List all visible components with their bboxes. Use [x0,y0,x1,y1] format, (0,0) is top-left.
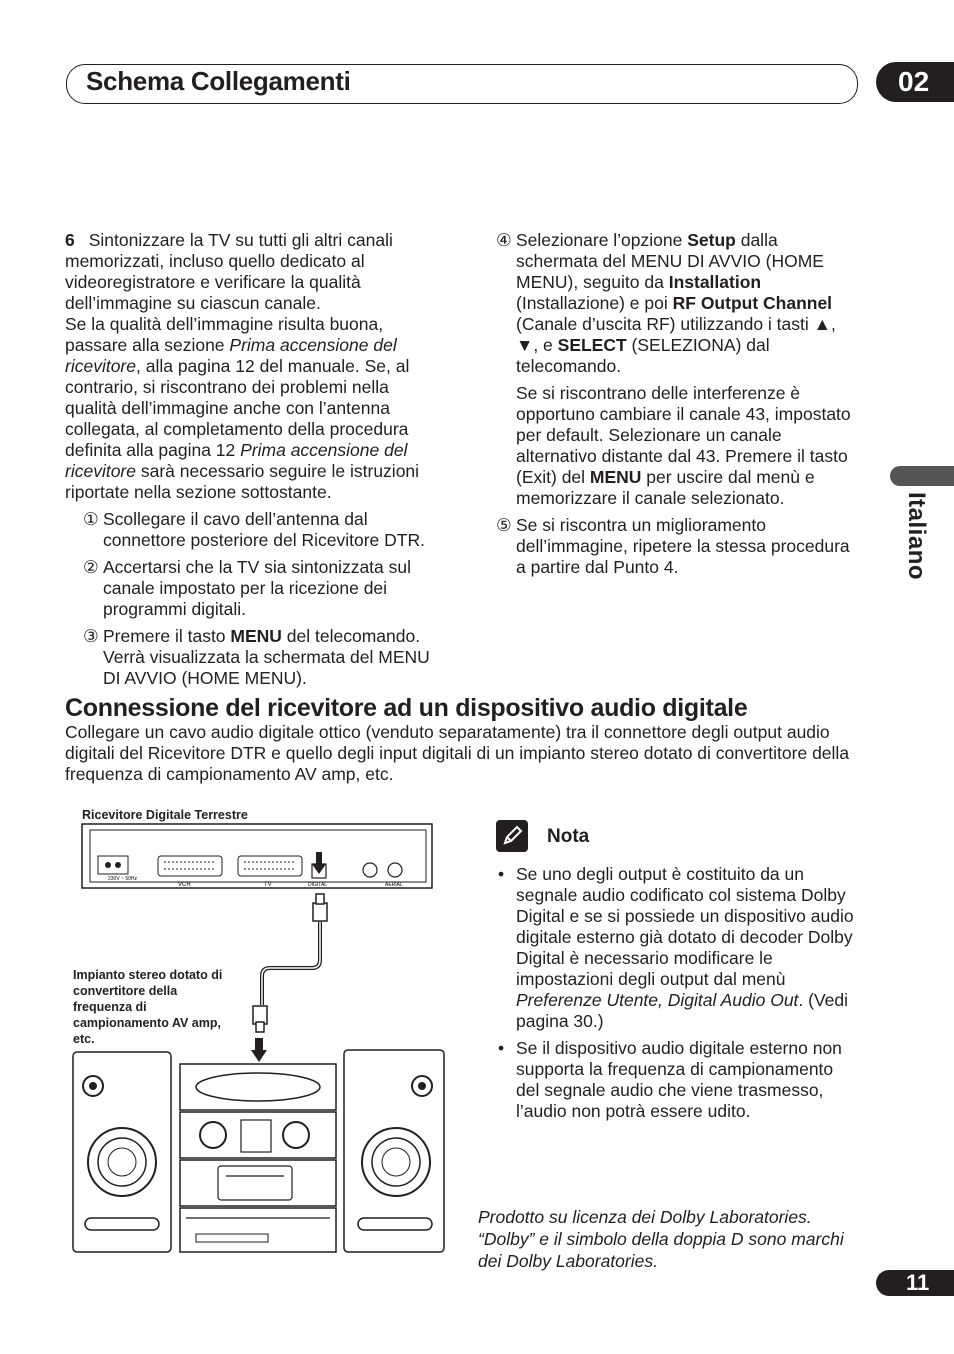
substep-2: ② Accertarsi che la TV sia sintonizzata sul canale impostato per la ricezione dei programmi digitali. [83,557,412,619]
language-tab-marker [890,466,954,486]
step-6-detail: Se la qualità dell’immagine risulta buona, passare alla sezione Prima accensione del ricevitore, alla pagina 12 del manuale. Se, al contrario, si riscontrano dei problemi nella qualità dell’immagine anche con l’antenna collegata, al completamento della procedura definita alla pagina 12 Prima accensione del ricevitore sarà necessario seguire le istruzioni riportate nella sezione sottostante. [65,314,420,502]
stereo-unit [180,1064,336,1252]
substep-3: ③ Premere il tasto MENU del telecomando. Verrà visualizzata la schermata del MENU DI AVVIO (HOME MENU). [83,626,430,688]
vcr-port-label: VCR [178,882,191,888]
left-speaker [73,1052,171,1252]
aerial-port-label: AERIAL [385,882,403,888]
receiver-rear-panel [82,824,432,888]
connection-diagram [60,800,460,1260]
note-list [496,864,861,1128]
right-speaker [344,1050,444,1252]
list-item: • Se il dispositivo audio digitale esterno non supporta la frequenza di campionamento del segnale audio che viene trasmesso, l’audio non potrà essere udito. [496,1038,861,1122]
right-column [496,230,858,578]
receiver-label: Ricevitore Digitale Terrestre [82,808,248,822]
language-label: Italiano [903,492,930,581]
note-title: Nota [547,826,590,847]
substep-4: ④ Selezionare l’opzione Setup dalla schermata del MENU DI AVVIO (HOME MENU), seguito da Installation (Installazione) e poi RF Output Channel (Canale d’uscita RF) utilizzando i tasti ▲, ▼, e SELECT (SELEZIONA) dal telecomando. Se si riscontrano delle interferenze è opportuno cambiare il canale 43, impostato per default. Selezionare un canale alternativo distante dal 43. Premere il tasto (Exit) del MENU per uscire dal menù e memorizzare il canale selezionato. [496,230,851,508]
tv-port-label: TV [264,882,272,888]
section-title: Connessione del ricevitore ad un dispositivo audio digitale [65,694,748,722]
note-pencil-icon [496,820,528,852]
step-number: 6 [65,230,75,250]
list-item: • Se uno degli output è costituito da un segnale audio codificato col sistema Dolby Digital e se si possiede un dispositivo audio digitale esterno già dotato di decoder Dolby Digital è necessario modificare le impostazioni degli output dal menù Preferenze Utente, Digital Audio Out. (Vedi pagina 30.) [496,864,861,1032]
left-column [65,230,445,689]
substep-1: ① Scollegare il cavo dell’antenna dal connettore posteriore del Ricevitore DTR. [83,509,425,550]
stereo-label: Impianto stereo dotato di convertitore della frequenza di campionamento AV amp, etc. [73,968,223,1046]
chapter-badge: 02 [876,62,954,102]
power-port-label: 230V ~ 50Hz [108,876,138,882]
substep-5: ⑤ Se si riscontra un miglioramento dell’immagine, ripetere la stessa procedura a partire dal Punto 4. [496,515,850,577]
page-title: Schema Collegamenti [86,66,351,96]
optical-cable [253,894,327,1032]
page-number: 11 [876,1270,954,1296]
dolby-trademark-notice: Prodotto su licenza dei Dolby Laboratories. “Dolby” e il simbolo della doppia D sono marchi dei Dolby Laboratories. [478,1207,844,1271]
step-6: 6 Sintonizzare la TV su tutti gli altri canali memorizzati, incluso quello dedicato al videoregistratore e verificare la qualità dell’immagine su ciascun canale. [65,230,393,313]
arrow-into-stereo-icon [251,1038,267,1062]
section-body: Collegare un cavo audio digitale ottico (venduto separatamente) tra il connettore degli output audio digitali del Ricevitore DTR e quello degli input digitali di un impianto stereo dotato di convertitore della frequenza di campionamento AV amp, etc. [65,722,850,784]
digital-port-label: DIGITAL [308,882,328,888]
